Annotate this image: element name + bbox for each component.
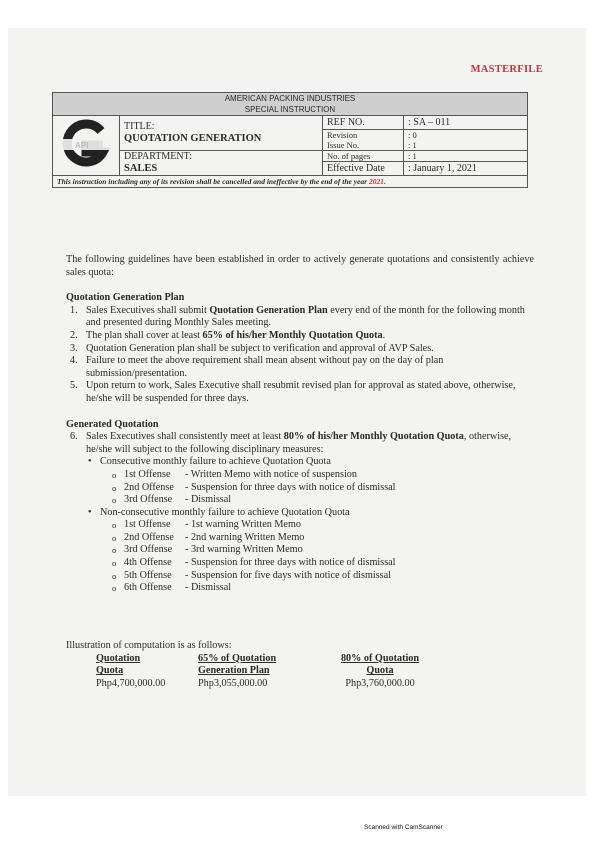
- validity-notice: [53, 176, 528, 188]
- issue-label: Issue No.: [327, 140, 360, 150]
- plan-item: [66, 330, 534, 343]
- penalty-text: - Suspension for five days with notice of dismissal: [185, 569, 391, 581]
- illustration-column: [96, 653, 198, 691]
- title-cell: [120, 116, 323, 151]
- notice-text: This instruction including any of its revision shall be cancelled and ineffective by the end of the year: [57, 177, 369, 186]
- offense-label: 3rd Offense: [124, 494, 173, 506]
- column-subheading: Generation Plan: [198, 665, 270, 677]
- item-number: 2.: [70, 329, 78, 341]
- penalty-text: - Written Memo with notice of suspension: [185, 468, 357, 480]
- item-number: 4.: [70, 355, 78, 367]
- generated-item: [66, 431, 534, 456]
- bullet-icon: •: [88, 456, 92, 468]
- bullet-label: Consecutive monthly failure to achieve Quotation Quota: [100, 456, 331, 468]
- offense-row: [66, 544, 534, 557]
- circle-bullet-icon: o: [112, 520, 117, 531]
- penalty-text: - Suspension for three days with notice of dismissal: [185, 557, 396, 569]
- penalty-text: - Dismissal: [185, 494, 232, 506]
- revision-value: : 0: [408, 130, 417, 140]
- illustration-intro: Illustration of computation is as follows:: [66, 640, 232, 651]
- company-name: AMERICAN PACKING INDUSTRIES: [224, 94, 356, 103]
- item-number: 1.: [70, 304, 78, 316]
- offense-label: 3rd Offense: [124, 544, 173, 556]
- item-text-end: every end of the month for the following month and presented during Monthly Sales meeting.: [86, 304, 525, 329]
- plan-item: [66, 355, 534, 380]
- item-text: Quotation Generation plan shall be subject to verification and approval of AVP Sales.: [86, 342, 434, 354]
- offense-row: [66, 519, 534, 532]
- ref-no-label: REF NO.: [323, 116, 404, 130]
- notice-year: 2021.: [368, 177, 386, 186]
- instruction-type: SPECIAL INSTRUCTION: [244, 105, 336, 114]
- ref-no-value: : SA – 011: [404, 116, 528, 130]
- illustration-columns: [66, 653, 440, 691]
- item-bold-text: Quotation Generation Plan: [209, 304, 328, 316]
- revision-issue-values: [404, 130, 528, 151]
- document-body: [66, 254, 534, 595]
- item-bold-text: 65% of his/her Monthly Quotation Quota: [202, 329, 383, 341]
- penalty-text: - Suspension for three days with notice of dismissal: [185, 481, 396, 493]
- circle-bullet-icon: o: [112, 570, 117, 581]
- department-cell: [120, 151, 323, 176]
- offense-label: 2nd Offense: [124, 481, 174, 493]
- illustration-column: [320, 653, 440, 691]
- revision-label: Revision: [327, 130, 358, 140]
- offense-label: 1st Offense: [124, 519, 171, 531]
- header-table: [52, 92, 528, 188]
- circle-bullet-icon: o: [112, 545, 117, 556]
- penalty-text: - 3rd warning Written Memo: [185, 544, 303, 556]
- pages-label: No. of pages: [323, 151, 404, 162]
- revision-issue-labels: [323, 130, 404, 151]
- circle-bullet-icon: o: [112, 532, 117, 543]
- column-value: Php3,055,000.00: [198, 677, 268, 689]
- consecutive-bullet: [66, 456, 534, 469]
- illustration-column: [198, 653, 320, 691]
- column-heading: 80% of Quotation: [340, 652, 420, 664]
- penalty-text: - 2nd warning Written Memo: [185, 531, 305, 543]
- penalty-text: - Dismissal: [185, 582, 232, 594]
- column-heading: 65% of Quotation: [198, 652, 277, 664]
- plan-item: [66, 380, 534, 405]
- plan-item: [66, 343, 534, 356]
- title-label: TITLE:: [124, 121, 155, 132]
- title-value: QUOTATION GENERATION: [124, 133, 262, 144]
- item-text: Failure to meet the above requirement shall mean absent without pay on the day of plan submission/presentation.: [86, 355, 444, 379]
- offense-row: [66, 557, 534, 570]
- circle-bullet-icon: o: [112, 469, 117, 480]
- api-logo-icon: [55, 119, 117, 169]
- offense-label: 2nd Offense: [124, 531, 174, 543]
- offense-label: 4th Offense: [124, 557, 172, 569]
- logo-text: API: [75, 141, 89, 150]
- item-text: Upon return to work, Sales Executive shall resubmit revised plan for approval as stated above, otherwise, he/she will be suspended for three days.: [86, 380, 516, 404]
- effective-date-value: : January 1, 2021: [404, 162, 528, 176]
- item-number: 5.: [70, 380, 78, 392]
- circle-bullet-icon: o: [112, 495, 117, 506]
- offense-label: 6th Offense: [124, 582, 172, 594]
- plan-list: [66, 305, 534, 406]
- issue-value: : 1: [408, 140, 417, 150]
- offense-label: 5th Offense: [124, 569, 172, 581]
- column-value: Php3,760,000.00: [345, 677, 415, 689]
- plan-item: [66, 305, 534, 330]
- offense-label: 1st Offense: [124, 468, 171, 480]
- department-value: SALES: [124, 163, 158, 174]
- item-number: 3.: [70, 342, 78, 354]
- scanner-watermark: Scanned with CamScanner: [364, 824, 443, 831]
- circle-bullet-icon: o: [112, 583, 117, 594]
- offense-row: [66, 482, 534, 495]
- bullet-icon: •: [88, 506, 92, 518]
- item-text: The plan shall cover at least: [86, 329, 203, 341]
- generated-heading: Generated Quotation: [66, 418, 159, 430]
- item-text-end: .: [382, 329, 386, 341]
- illustration-section: [66, 640, 440, 690]
- item-number: 6.: [70, 431, 78, 443]
- company-banner: [53, 93, 528, 116]
- intro-paragraph: The following guidelines have been established in order to actively generate quotations and consistently achieve sales quota:: [66, 254, 534, 278]
- column-subheading: Quota: [366, 665, 394, 677]
- offense-row: [66, 582, 534, 595]
- plan-heading: Quotation Generation Plan: [66, 292, 185, 304]
- column-subheading: Quota: [96, 665, 124, 677]
- offense-row: [66, 469, 534, 482]
- item-bold-text: 80% of his/her Monthly Quotation Quota: [283, 431, 464, 443]
- item-text: Sales Executives shall submit: [86, 304, 210, 316]
- company-logo: [53, 116, 120, 176]
- circle-bullet-icon: o: [112, 482, 117, 493]
- offense-row: [66, 570, 534, 583]
- column-value: Php4,700,000.00: [96, 677, 166, 689]
- department-label: DEPARTMENT:: [124, 151, 192, 162]
- bullet-label: Non-consecutive monthly failure to achieve Quotation Quota: [100, 506, 350, 518]
- nonconsecutive-bullet: [66, 507, 534, 520]
- offense-row: [66, 494, 534, 507]
- masterfile-stamp: MASTERFILE: [470, 64, 543, 75]
- generated-list: [66, 431, 534, 456]
- effective-date-label: Effective Date: [323, 162, 404, 176]
- pages-value: : 1: [404, 151, 528, 162]
- column-heading: Quotation: [96, 652, 141, 664]
- item-text-end: , otherwise, he/she will subject to the following disciplinary measures:: [86, 431, 512, 455]
- penalty-text: - 1st warning Written Memo: [185, 519, 301, 531]
- circle-bullet-icon: o: [112, 558, 117, 569]
- offense-row: [66, 532, 534, 545]
- item-text: Sales Executives shall consistently meet at least: [86, 431, 284, 443]
